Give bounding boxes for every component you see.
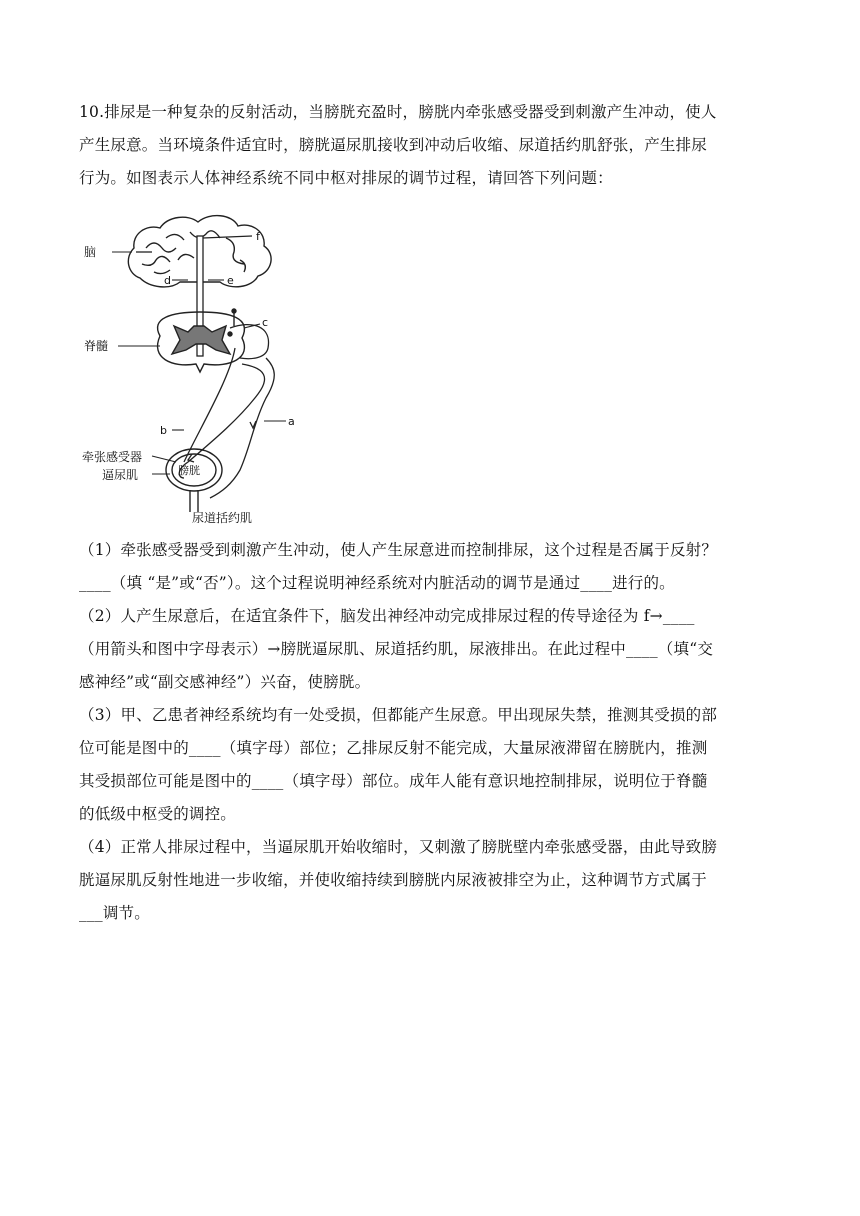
- question-line: 的低级中枢受的调控。: [79, 805, 237, 823]
- question-line: ____（填 “是”或“否”）。这个过程说明神经系统对内脏活动的调节是通过____进行的。: [79, 574, 675, 592]
- label-detrusor: 逼尿肌: [102, 468, 139, 482]
- sub-question-3: [79, 699, 779, 831]
- label-spinal-cord: 脊髓: [84, 339, 109, 353]
- label-c: c: [262, 316, 269, 329]
- label-d: d: [164, 274, 171, 287]
- question-line: 其受损部位可能是图中的____（填字母）部位。成年人能有意识地控制排尿，说明位于脊髓: [79, 772, 708, 790]
- label-bladder: 膀胱: [178, 464, 200, 477]
- question-intro: [79, 96, 779, 195]
- intro-line: 产生尿意。当环境条件适宜时，膀胱逼尿肌接收到冲动后收缩、尿道括约肌舒张，产生排尿: [79, 136, 708, 154]
- label-a: a: [288, 415, 295, 428]
- label-stretch-receptor: 牵张感受器: [82, 450, 143, 464]
- sub-question-4: [79, 831, 779, 930]
- question-line: 位可能是图中的____（填字母）部位；乙排尿反射不能完成，大量尿液滞留在膀胱内，推测: [79, 739, 708, 757]
- question-line: 感神经”或“副交感神经”）兴奋，使膀胱。: [79, 673, 371, 691]
- question-line: ___调节。: [79, 904, 150, 922]
- question-line: （2）人产生尿意后，在适宜条件下，脑发出神经冲动完成排尿过程的传导途径为 f→____: [79, 607, 695, 625]
- question-line: 胱逼尿肌反射性地进一步收缩，并使收缩持续到膀胱内尿液被排空为止，这种调节方式属于: [79, 871, 708, 889]
- intro-line: 10.排尿是一种复杂的反射活动，当膀胱充盈时，膀胱内牵张感受器受到刺激产生冲动，使人: [79, 103, 717, 121]
- nervous-system-diagram: [80, 208, 310, 528]
- intro-line: 行为。如图表示人体神经系统不同中枢对排尿的调节过程，请回答下列问题：: [79, 169, 613, 187]
- question-line: （3）甲、乙患者神经系统均有一处受损，但都能产生尿意。甲出现尿失禁，推测其受损的部: [79, 706, 718, 724]
- label-e: e: [227, 274, 234, 287]
- label-sphincter: 尿道括约肌: [192, 511, 253, 525]
- label-brain: 脑: [84, 245, 97, 259]
- question-line: （用箭头和图中字母表示）→膀胱逼尿肌、尿道括约肌，尿液排出。在此过程中____（填“交: [79, 640, 714, 658]
- bladder-drawing: [166, 449, 222, 512]
- question-line: （1）牵张感受器受到刺激产生冲动，使人产生尿意进而控制排尿，这个过程是否属于反射？: [79, 541, 718, 559]
- sub-question-2: [79, 600, 779, 699]
- sub-question-1: [79, 534, 779, 600]
- label-f: f: [256, 230, 260, 243]
- label-b: b: [160, 424, 167, 437]
- question-line: （4）正常人排尿过程中，当逼尿肌开始收缩时，又刺激了膀胱壁内牵张感受器，由此导致膀: [79, 838, 718, 856]
